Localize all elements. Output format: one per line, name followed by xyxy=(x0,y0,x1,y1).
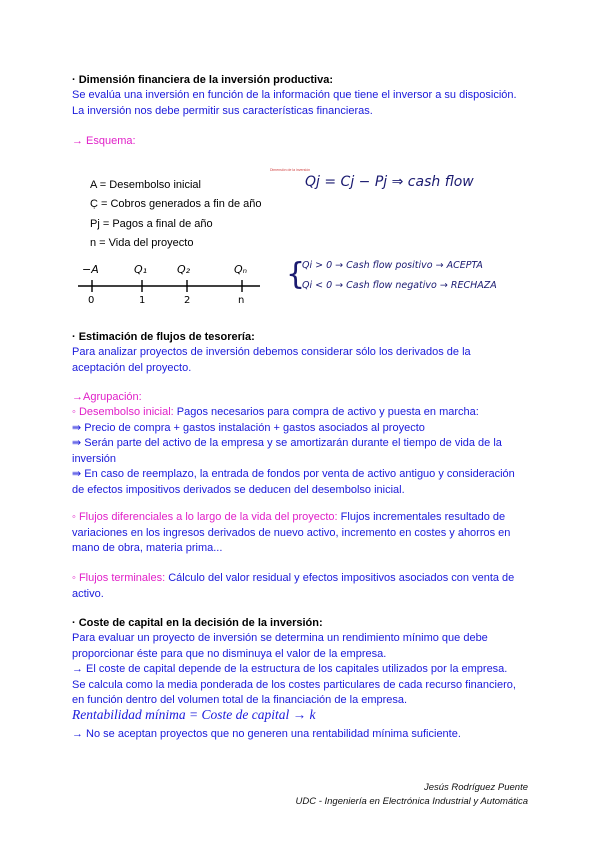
sub-line: En caso de reemplazo, la entrada de fondos por venta de activo antiguo y consideración xyxy=(84,468,515,480)
tiny-caption: Dimensión de la inversión xyxy=(270,168,311,172)
section-2-body xyxy=(72,345,471,376)
timeline-top-label: Q₂ xyxy=(177,263,191,276)
footer xyxy=(295,781,528,809)
definition-item: A = Desembolso inicial xyxy=(90,179,201,191)
double-arrow-icon: ⇛ xyxy=(72,468,82,480)
decision-rule: Qi < 0 → Cash flow negativo → RECHAZA xyxy=(302,280,497,291)
grouping-label: →Agrupación: xyxy=(72,391,142,403)
text-line: La inversión nos debe permitir sus características financieras. xyxy=(72,104,373,117)
minimum-return-formula: Rentabilidad mínima = Coste de capital → k xyxy=(72,707,316,722)
timeline-bottom-label: 0 xyxy=(88,295,95,306)
timeline-top-label: Q₁ xyxy=(134,263,148,276)
section-title-financial-dimension: · Dimensión financiera de la inversión productiva: xyxy=(72,74,334,86)
sub-line: de efectos impositivos derivados se deducen del desembolso inicial. xyxy=(72,483,405,496)
text-line: → El coste de capital depende de la estructura de los capitales utilizados por la empresa. xyxy=(72,663,508,675)
item-label: ◦ Flujos terminales: xyxy=(72,572,166,584)
item-text: Flujos incrementales resultado de xyxy=(337,511,506,523)
handwritten-decision-rules xyxy=(302,256,497,296)
item-text: Cálculo del valor residual y efectos impositivos asociados con venta de xyxy=(165,572,515,584)
text-line: proporcionar éste para que no disminuya el valor de la empresa. xyxy=(72,647,387,660)
sub-line: Precio de compra + gastos instalación + gastos asociados al proyecto xyxy=(84,421,425,434)
double-arrow-icon: ⇛ xyxy=(72,437,82,449)
sub-line: Serán parte del activo de la empresa y se amortizarán durante el tiempo de vida de la xyxy=(84,437,502,449)
text-line: Para evaluar un proyecto de inversión se determina un rendimiento mínimo que debe xyxy=(72,632,488,644)
section-title-cost-of-capital: · Coste de capital en la decisión de la inversión: xyxy=(72,617,323,629)
text-line: mano de obra, materia prima... xyxy=(72,542,223,554)
item-label: ◦ Flujos diferenciales a lo largo de la vida del proyecto: xyxy=(72,511,338,523)
text-line: en función dentro del volumen total de la financiación de la empresa. xyxy=(72,694,408,706)
definition-item: C̣ = Cobros generados a fin de año xyxy=(90,198,262,211)
conclusion-line: → No se aceptan proyectos que no generen una rentabilidad mínima suficiente. xyxy=(72,728,461,740)
decision-rule: Qi > 0 → Cash flow positivo → ACEPTA xyxy=(302,260,483,271)
schema-label: → Esquema: xyxy=(72,135,136,147)
item-label: ◦ Desembolso inicial: xyxy=(72,406,174,418)
item-initial-outlay xyxy=(72,405,515,498)
curly-brace-icon: { xyxy=(286,257,306,292)
timeline-bottom-label: n xyxy=(238,295,245,306)
cash-flow-timeline xyxy=(70,258,270,308)
timeline-bottom-label: 2 xyxy=(184,295,191,306)
item-terminal-flows xyxy=(72,571,514,602)
text-line: activo. xyxy=(72,587,104,600)
definition-item: n = Vida del proyecto xyxy=(90,236,194,249)
footer-course: UDC - Ingeniería en Electrónica Industrial y Automática xyxy=(295,796,528,807)
definitions-list xyxy=(90,176,262,253)
section-1-body xyxy=(72,88,517,119)
timeline-top-label: Qₙ xyxy=(234,263,248,276)
handwritten-cashflow-formula: Qj = Cj − Pj ⇒ cash flow xyxy=(305,174,474,190)
timeline-top-label: −A xyxy=(82,263,99,276)
text-line: Para analizar proyectos de inversión debemos considerar sólo los derivados de la xyxy=(72,346,471,358)
sub-line: inversión xyxy=(72,452,117,465)
text-line: Se evalúa una inversión en función de la información que tiene el inversor a su disposición. xyxy=(72,89,517,101)
timeline-bottom-label: 1 xyxy=(139,295,146,306)
text-line: aceptación del proyecto. xyxy=(72,361,192,374)
text-line: variaciones en los ingresos derivados de nuevo activo, incremento en costes y ahorros en xyxy=(72,526,511,539)
section-title-cash-flow-estimation: · Estimación de flujos de tesorería: xyxy=(72,331,255,343)
item-differential-flows xyxy=(72,510,510,557)
definition-item: Pj = Pagos a final de año xyxy=(90,217,213,230)
item-text: Pagos necesarios para compra de activo y puesta en marcha: xyxy=(173,406,479,418)
text-line: Se calcula como la media ponderada de los costes particulares de cada recurso financiero, xyxy=(72,678,516,691)
double-arrow-icon: ⇛ xyxy=(72,421,82,434)
section-3-body xyxy=(72,631,516,709)
footer-author: Jesús Rodríguez Puente xyxy=(423,782,528,793)
